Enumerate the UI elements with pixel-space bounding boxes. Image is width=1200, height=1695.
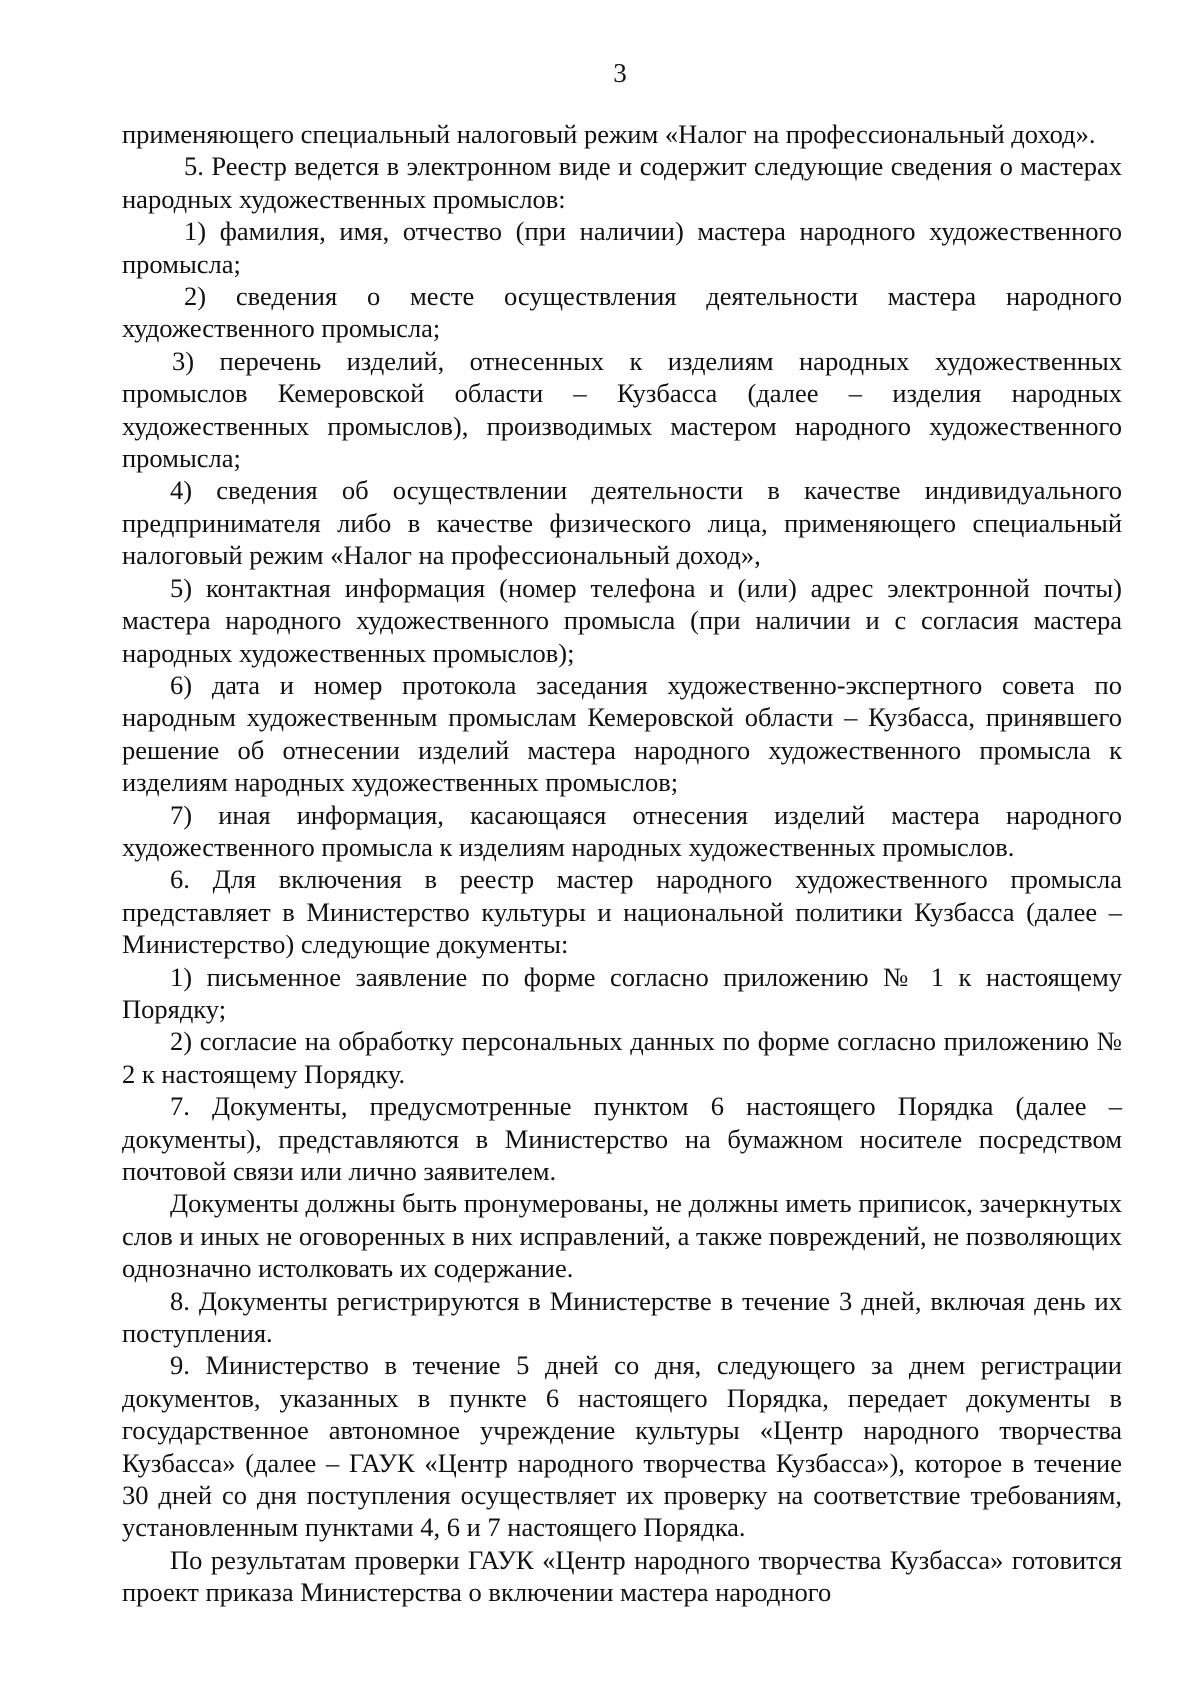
paragraph-item-6-sub-1: 1) письменное заявление по форме согласно приложению № 1 к настоящему Порядку; [122, 961, 1122, 1024]
paragraph-item-6: 6. Для включения в реестр мастер народного художественного промысла представляет в Министерство культуры и национальной политики Кузбасса (далее – Министерство) следующие документы: [122, 864, 1122, 960]
paragraph-item-8: 8. Документы регистрируются в Министерстве в течение 3 дней, включая день их поступления. [122, 1285, 1122, 1349]
paragraph-sub-5: 5) контактная информация (номер телефона и (или) адрес электронной почты) мастера народного художественного промысла (при наличии и с согласия мастера народных художественных промыслов); [122, 572, 1122, 668]
paragraph-sub-4: 4) сведения об осуществлении деятельности в качестве индивидуального предпринимателя либо в качестве физического лица, применяющего специальный налоговый режим «Налог на профессиональный доход», [122, 475, 1122, 571]
paragraph-item-6-sub-2: 2) согласие на обработку персональных данных по форме согласно приложению № 2 к настоящему Порядку. [122, 1026, 1122, 1089]
paragraph-sub-1: 1) фамилия, имя, отчество (при наличии) мастера народного художественного промысла; [122, 216, 1122, 279]
document-body [122, 118, 1122, 1609]
page-number: 3 [613, 58, 627, 88]
paragraph-sub-3: 3) перечень изделий, отнесенных к изделиям народных художественных промыслов Кемеровской области – Кузбасса (далее – изделия народных художественных промыслов), производимых мастером народного художественного промысла; [122, 345, 1122, 474]
paragraph-sub-7: 7) иная информация, касающаяся отнесения изделий мастера народного художественного промысла к изделиям народных художественных промыслов. [122, 799, 1122, 862]
paragraph-item-7-note: Документы должны быть пронумерованы, не должны иметь приписок, зачеркнутых слов и иных не оговоренных в них исправлений, а также повреждений, не позволяющих однозначно истолковать их содержание. [122, 1188, 1122, 1284]
paragraph-sub-2: 2) сведения о месте осуществления деятельности мастера народного художественного промысла; [122, 281, 1122, 344]
paragraph-sub-6: 6) дата и номер протокола заседания художественно-экспертного совета по народным художественным промыслам Кемеровской области – Кузбасса, принявшего решение об отнесении изделий мастера народного художественного промысла к изделиям народных художественных промыслов; [122, 669, 1122, 798]
paragraph-item-5: 5. Реестр ведется в электронном виде и содержит следующие сведения о мастерах народных художественных промыслов: [122, 151, 1122, 214]
paragraph-item-9: 9. Министерство в течение 5 дней со дня, следующего за днем регистрации документов, указанных в пункте 6 настоящего Порядка, передает документы в государственное автономное учреждение культуры «Центр народного творчества Кузбасса» (далее – ГАУК «Центр народного творчества Кузбасса»), которое в течение 30 дней со дня поступления осуществляет их проверку на соответствие требованиям, установленным пунктами 4, 6 и 7 настоящего Порядка. [122, 1350, 1122, 1543]
paragraph-item-9-result: По результатам проверки ГАУК «Центр народного творчества Кузбасса» готовится проект приказа Министерства о включении мастера народного [122, 1544, 1122, 1608]
paragraph-continuation: применяющего специальный налоговый режим «Налог на профессиональный доход». [122, 119, 1096, 149]
paragraph-item-7: 7. Документы, предусмотренные пунктом 6 настоящего Порядка (далее – документы), представляются в Министерство на бумажном носителе посредством почтовой связи или лично заявителем. [122, 1091, 1122, 1186]
